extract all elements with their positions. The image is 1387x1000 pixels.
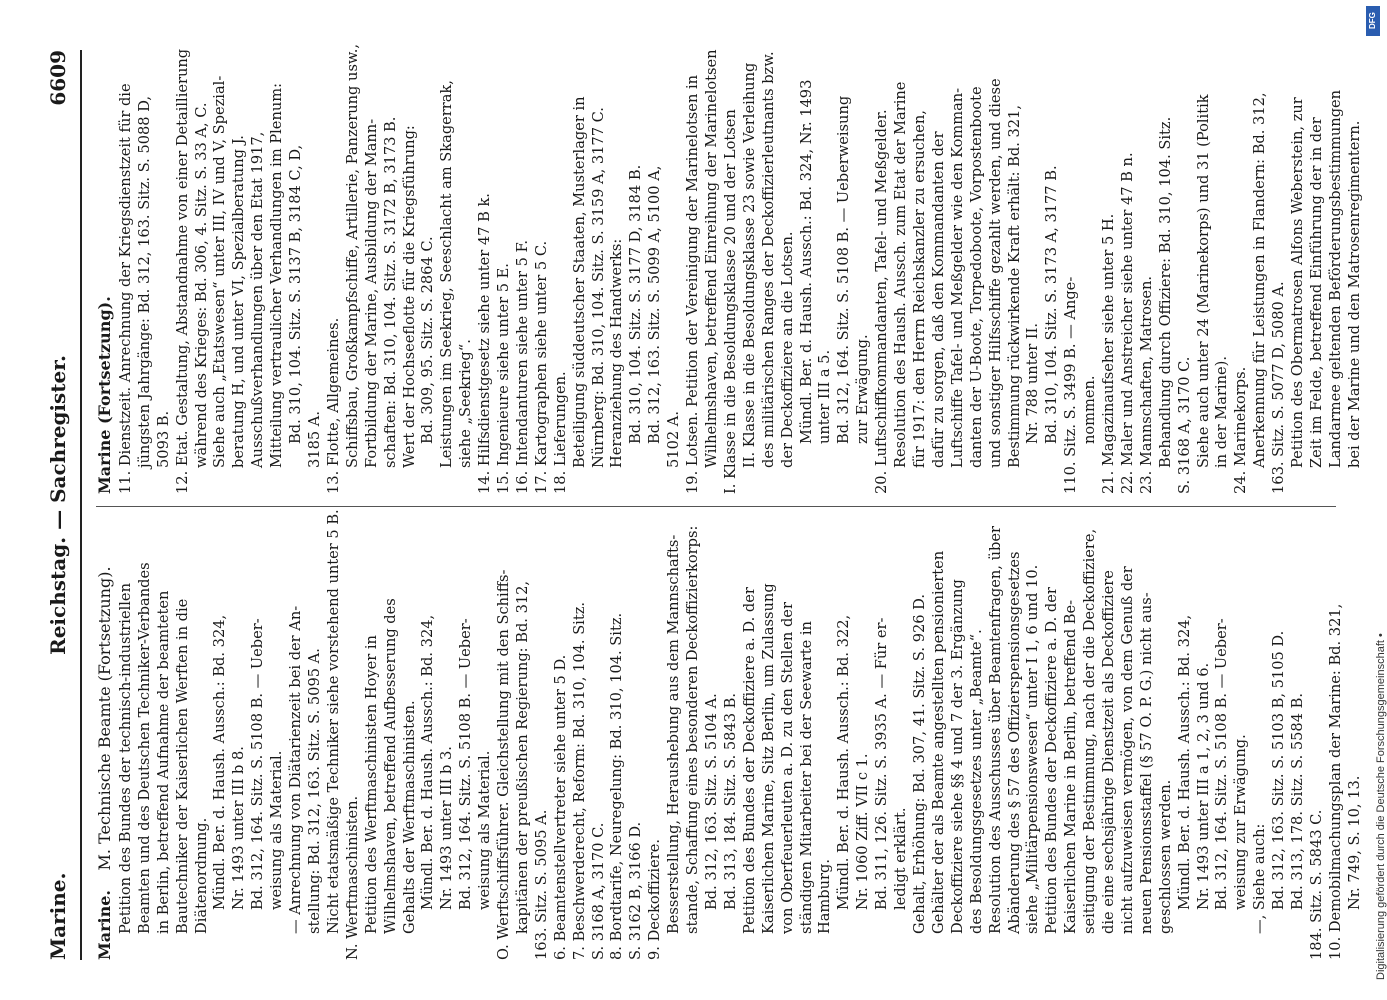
right-column-lines <box>116 44 1365 494</box>
text-line: 163. Sitz. S. 5077 D, 5080 A. <box>1270 281 1288 494</box>
text-line: N. Werftmaschinisten. <box>343 795 361 960</box>
text-line: Bd. 313, 184. Sitz. S. 5843 B. <box>721 692 739 910</box>
text-line: 9. Deckoffiziere. <box>646 839 664 960</box>
text-line: S. 3168 A, 3170 C. <box>589 822 607 960</box>
text-line: Heranziehung des Handwerks: <box>608 238 626 468</box>
text-line: Gehälter der als Beamte angestellten pensionierten <box>929 550 947 934</box>
text-line: Petition des Obermatrosen Alfons Weberstein, zur <box>1289 97 1307 468</box>
text-line: 6. Beamtenstellvertreter siehe unter 5 D. <box>551 654 569 960</box>
text-line: Bautechniker der Kaiserlichen Werften in die <box>173 598 191 934</box>
text-line: Petition des Bundes der Deckoffiziere a. D. der <box>1043 587 1061 934</box>
left-column-lines <box>116 509 1365 960</box>
text-line: Petition des Werftmaschinisten Hoyer in <box>362 635 380 934</box>
text-line: 5102 A. <box>665 411 683 468</box>
text-line: Mündl. Ber. d. Haush. Aussch.: Bd. 324, <box>211 614 229 910</box>
text-line: stande, Schaffung eines besonderen Deckoffizierkorps: <box>684 525 702 934</box>
text-line: Beteiligung süddeutscher Staaten, Musterlager in <box>570 96 588 468</box>
text-line: Nr. 1493 unter III b 8. <box>230 746 248 910</box>
text-line: 184. Sitz. S. 5843 C. <box>1308 809 1325 960</box>
text-line: 3185 A. <box>305 411 323 468</box>
text-line: Bd. 312, 164. Sitz. S. 5108 B. — Ueber- <box>457 618 475 910</box>
text-line: Bd. 312, 163. Sitz. S. 5104 A. <box>703 693 720 910</box>
text-line: neuen Pensionsstaffel (§ 57 O. P. G.) nicht aus- <box>1137 592 1155 934</box>
text-line: siehe „Militärpensionswesen“ unter I 1, 6 und 10. <box>1024 564 1042 934</box>
text-line: — Anrechnung von Diätarienzeit bei der An- <box>287 605 305 934</box>
text-line: weisung als Material. <box>476 750 494 910</box>
text-line: dafür zu sorgen, daß den Kommandanten der <box>929 131 947 468</box>
left-heading-label: Marine. <box>95 890 114 960</box>
header-center: Reichstag. — Sachregister. <box>46 355 70 655</box>
text-line: Behandlung durch Offiziere: Bd. 310, 104. Sitz. <box>1156 116 1174 468</box>
text-line: von Oberfeuerleuten a. D. zu den Stellen der <box>778 602 796 934</box>
text-line: 5093 B. <box>154 410 172 468</box>
dfg-logo: DFG <box>1366 6 1380 36</box>
text-line: nicht aufzuweisen vermögen, von dem Genuß der <box>1118 566 1136 934</box>
header-left: Marine. <box>46 872 70 960</box>
text-line: Wilhelmshaven, betreffend Einreihung der Marinelotsen <box>703 49 720 468</box>
text-line: Diätenordnung. <box>192 817 210 934</box>
text-line: schaften: Bd. 310, 104. Sitz. S. 3172 B, 3173 B. <box>381 116 399 468</box>
text-line: Siehe auch „Etatswesen“ unter III, IV und V, Spezial- <box>211 75 229 468</box>
text-line: Besserstellung, Heraushebung aus dem Mannschafts- <box>665 534 683 934</box>
text-line: O. Werftschiffsführer. Gleichstellung mit den Schiffs- <box>495 569 513 960</box>
text-line: Bd. 310, 104. Sitz. S. 3137 B, 3184 C, D, <box>287 144 305 444</box>
text-line: Wert der Hochseeflotte für die Kriegsführung: <box>400 125 418 468</box>
text-line: Mündl. Ber. d. Haush. Aussch.: Bd. 324, Nr. 1493 <box>797 79 815 444</box>
text-line: stellung: Bd. 312, 163. Sitz. S. 5095 A. <box>305 648 323 934</box>
text-line: 21. Magazinaufseher siehe unter 5 H. <box>1100 213 1118 494</box>
text-line: Deckoffiziere siehe §§ 4 und 7 der 3. Ergänzung <box>948 579 966 934</box>
text-line: Mündl. Ber. d. Haush. Aussch.: Bd. 324, <box>419 614 437 910</box>
text-line: beratung H, und unter VI, Spezialberatung J. <box>230 135 248 468</box>
left-column-heading <box>96 520 115 960</box>
text-line: Siehe auch unter 24 (Marinekorps) und 31 (Politik <box>1194 94 1212 468</box>
document-page <box>40 44 1363 960</box>
text-line: Bd. 310, 104. Sitz. S. 3177 D, 3184 B. <box>627 164 645 444</box>
text-line: in der Marine). <box>1213 356 1231 468</box>
text-line: weisung zur Erwägung. <box>1232 734 1250 910</box>
text-line: während des Krieges: Bd. 306, 4. Sitz. S. 33 A, C. <box>192 102 210 468</box>
text-line: Gehalts der Werftmaschinisten. <box>400 700 418 934</box>
text-line: siehe „Seekrieg“. <box>457 339 475 468</box>
text-line: Bd. 310, 104. Sitz. S. 3173 A, 3177 B. <box>1043 165 1061 444</box>
text-line: ledigt erklärt. <box>892 807 910 910</box>
text-line: Bd. 312, 164. Sitz. S. 5108 B. — Ueber- <box>1213 618 1231 910</box>
text-line: 11. Dienstzeit. Anrechnung der Kriegsdienstzeit für die <box>116 83 134 494</box>
right-column <box>95 44 1363 494</box>
text-line: S. 3168 A, 3170 C. <box>1175 356 1193 494</box>
text-line: Bd. 309, 95. Sitz. S. 2864 C. <box>419 236 437 444</box>
text-line: 163. Sitz. S. 5095 A. <box>532 809 550 960</box>
text-line: Gehalt, Erhöhung: Bd. 307, 41. Sitz. S. 926 D. <box>910 593 928 934</box>
text-line: Schiffsbau, Großkampfschiffe, Artillerie, Panzerung usw., <box>343 44 361 468</box>
text-line: —, Siehe auch: <box>1251 823 1269 934</box>
text-line: Abänderung des § 57 des Offizierspensionsgesetzes <box>1005 551 1023 934</box>
text-line: Wilhelmshaven, betreffend Aufbesserung des <box>381 598 399 934</box>
text-line: Bd. 312, 164. Sitz. S. 5108 B. — Ueberweisung <box>835 95 853 444</box>
text-line: Nr. 1493 unter III a 1, 2, 3 und 6. <box>1194 662 1212 910</box>
text-line: Mitteilung vertraulicher Verhandlungen im Plenum: <box>268 82 286 468</box>
text-line: in Berlin, betreffend Aufnahme der beamteten <box>154 590 172 934</box>
text-line: und sonstiger Hilfsschiffe gezahlt werden, und diese <box>986 78 1004 468</box>
page-number: 6609 <box>46 50 70 106</box>
left-heading-section: M. Technische Beamte (Fortsetzung). <box>95 566 114 871</box>
text-line: 14. Hilfsdienstgesetz siehe unter 47 B k. <box>476 193 494 494</box>
text-line: 10. Demobilmachungsplan der Marine: Bd. 321, <box>1326 603 1344 960</box>
text-line: Hamburg. <box>816 859 834 934</box>
text-line: danten der U-Boote, Torpedoboote, Vorpostenboote <box>967 86 985 468</box>
text-line: Resolution des Ausschusses über Beamtenfragen, über <box>986 526 1004 934</box>
text-line: I. Klasse in die Besoldungsklasse 20 und der Lotsen <box>721 109 739 494</box>
text-line: Zeit im Felde, betreffend Einführung der in der <box>1308 117 1325 468</box>
text-line: Nr. 788 unter II. <box>1024 323 1042 444</box>
text-line: 17. Kartographen siehe unter 5 C. <box>532 240 550 494</box>
text-line: 110. Sitz. S. 3499 B. — Ange- <box>1062 276 1080 494</box>
text-line: II. Klasse in die Besoldungsklasse 23 sowie Verleihung <box>740 62 758 468</box>
text-line: Petition des Bundes der technisch-industriellen <box>116 583 134 934</box>
text-line: Nürnberg: Bd. 310, 104. Sitz. S. 3159 A, 3177 C. <box>589 107 607 468</box>
text-line: Nr. 1060 Ziff. VII c 1. <box>854 753 872 910</box>
text-line: Nicht etatsmäßige Techniker siehe vorstehend unter 5 B. <box>324 509 342 934</box>
text-line: 20. Luftschiffkommandanten, Tafel- und Meßgelder. <box>873 109 891 494</box>
text-line: des Besoldungsgesetzes unter „Beamte“. <box>967 629 985 934</box>
digitization-note: Digitalisierung gefördert durch die Deutsche Forschungsgemeinschaft • <box>1375 633 1387 980</box>
text-line: zur Erwägung. <box>854 334 872 444</box>
text-line: Luftschiffe Tafel- und Meßgelder wie den Komman- <box>948 87 966 468</box>
text-line: kapitänen der preußischen Regierung: Bd. 312, <box>513 580 531 934</box>
text-line: für 1917: den Herrn Reichskanzler zu ersuchen, <box>910 110 928 468</box>
text-line: Bd. 313, 178. Sitz. S. 5584 B. <box>1289 692 1307 910</box>
text-line: 7. Beschwerderecht, Reform: Bd. 310, 104. Sitz. <box>570 601 588 960</box>
text-line: 23. Mannschaften, Matrosen. <box>1137 275 1155 494</box>
text-line: unter III a 5. <box>816 349 834 444</box>
text-line: geschlossen werden. <box>1156 779 1174 934</box>
text-line: 15. Ingenieure siehe unter 5 E. <box>495 263 513 494</box>
text-line: Bestimmung rückwirkende Kraft erhält: Bd. 321, <box>1005 105 1023 468</box>
text-line: 19. Lotsen. Petition der Vereinigung der Marinelotsen in <box>684 74 702 494</box>
text-line: Bd. 312, 164. Sitz. S. 5108 B. — Ueber- <box>249 618 267 910</box>
text-line: ständigen Mitarbeiter bei der Seewarte in <box>797 621 815 934</box>
text-line: des militärischen Ranges der Deckoffizierleutnants bzw. <box>759 51 777 468</box>
text-line: Nr. 749, S. 10, 13. <box>1345 775 1363 910</box>
text-line: Fortbildung der Marine, Ausbildung der Mann- <box>362 118 380 468</box>
text-line: 8. Bordtarife, Neuregelung: Bd. 310, 104. Sitz. <box>608 612 626 960</box>
text-line: Bd. 312, 163. Sitz. S. 5103 B, 5105 D. <box>1270 630 1288 910</box>
right-column-heading: Marine (Fortsetzung). <box>95 296 114 494</box>
text-line: Resolution des Haush. Aussch. zum Etat der Marine <box>892 81 910 468</box>
text-line: Mündl. Ber. d. Haush. Aussch.: Bd. 322, <box>835 614 853 910</box>
text-line: seitigung der Bestimmung, nach der die Deckoffiziere, <box>1081 528 1099 934</box>
text-line: 16. Intendanturen siehe unter 5 F. <box>513 239 531 494</box>
text-line: jüngsten Jahrgänge: Bd. 312, 163. Sitz. S. 5088 D, <box>135 95 153 468</box>
text-line: 24. Marinekorps. <box>1232 366 1250 494</box>
text-line: Petition des Bundes der Deckoffiziere a. D. der <box>740 587 758 934</box>
text-line: nommen. <box>1081 375 1099 444</box>
text-line: Landarmee geltenden Beförderungsbestimmungen <box>1326 89 1344 468</box>
text-line: Mündl. Ber. d. Haush. Aussch.: Bd. 324, <box>1175 614 1193 910</box>
text-line: 13. Flotte, Allgemeines. <box>324 317 342 494</box>
text-line: Bd. 311, 126. Sitz. S. 3935 A. — Für er- <box>873 617 891 910</box>
text-line: der Deckoffiziere an die Lotsen. <box>778 231 796 468</box>
text-line: Ausschußverhandlungen über den Etat 1917, <box>249 131 267 468</box>
header-rule <box>80 50 82 960</box>
text-line: die eine sechsjährige Dienstzeit als Deckoffiziere <box>1100 570 1118 934</box>
text-line: 18. Lieferungen. <box>551 371 569 494</box>
text-line: Anerkennung für Leistungen in Flandern: Bd. 312, <box>1251 92 1269 468</box>
left-column <box>95 509 1363 960</box>
column-divider <box>96 506 1336 507</box>
text-line: Kaiserlichen Marine in Berlin, betreffend Be- <box>1062 599 1080 934</box>
text-line: 22. Maler und Anstreicher siehe unter 47 B n. <box>1118 152 1136 494</box>
text-line: Bd. 312, 163. Sitz. S. 5099 A, 5100 A, <box>646 165 664 444</box>
text-line: Nr. 1493 unter III b 3. <box>438 746 456 910</box>
text-line: Beamten und des Deutschen Techniker-Verbandes <box>135 562 153 934</box>
text-line: weisung als Material. <box>268 750 286 910</box>
text-line: Leistungen im Seekrieg, Seeschlacht am Skagerrak, <box>438 80 456 468</box>
running-head <box>40 50 76 960</box>
text-line: 12. Etat. Gestaltung, Abstandnahme von einer Detaillierung <box>173 48 191 494</box>
text-line: S. 3162 B, 3166 D. <box>627 821 645 960</box>
text-line: Kaiserlichen Marine, Sitz Berlin, um Zulassung <box>759 583 777 934</box>
text-line: bei der Marine und den Matrosenregimentern. <box>1345 120 1363 468</box>
